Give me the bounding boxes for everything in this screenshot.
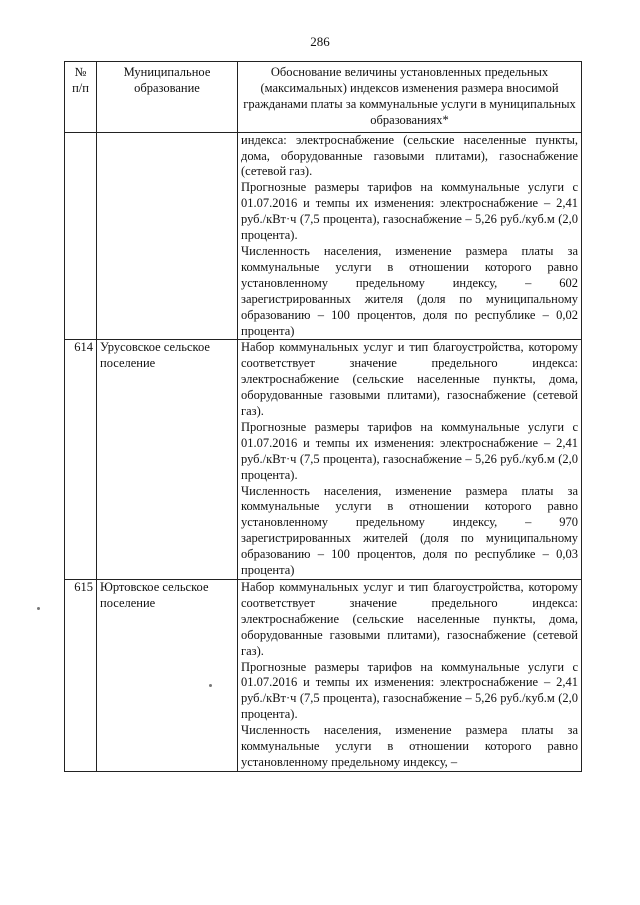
row-municipality: Юртовское сельское поселение xyxy=(97,580,238,772)
row-num: 614 xyxy=(65,340,97,580)
table-row xyxy=(65,340,582,580)
justification-paragraph: Прогнозные размеры тарифов на коммунальные услуги с 01.07.2016 и темпы их изменения: электроснабжение – 2,41 руб./кВт·ч (7,5 процента), газоснабжение – 5,26 руб./куб.м (2,0 процента). xyxy=(241,180,578,243)
page-number: 286 xyxy=(310,34,330,49)
header-num: № п/п xyxy=(65,62,97,133)
row-justification xyxy=(238,340,582,580)
header-municipality: Муниципальное образование xyxy=(97,62,238,133)
row-num: 615 xyxy=(65,580,97,772)
row-justification xyxy=(238,132,582,340)
justification-paragraph: индекса: электроснабжение (сельские населенные пункты, дома, оборудованные газовыми плитами), газоснабжение (сетевой газ). xyxy=(241,132,578,179)
header-justification: Обоснование величины установленных предельных (максимальных) индексов изменения размера вносимой гражданами платы за коммунальные услуги в муниципальных образованиях* xyxy=(238,62,582,133)
justification-paragraph: Численность населения, изменение размера платы за коммунальные услуги в отношении которого равно установленному предельному индексу, – 970 зарегистрированных жителей (доля по муниципальному образованию – 100 процентов, доля по республике – 0,03 процента) xyxy=(241,483,578,578)
tariff-table xyxy=(64,61,582,772)
scan-speck xyxy=(209,684,212,687)
row-municipality xyxy=(97,132,238,340)
row-num xyxy=(65,132,97,340)
justification-paragraph: Прогнозные размеры тарифов на коммунальные услуги с 01.07.2016 и темпы их изменения: электроснабжение – 2,41 руб./кВт·ч (7,5 процента), газоснабжение – 5,26 руб./куб.м (2,0 процента). xyxy=(241,419,578,482)
justification-paragraph: Прогнозные размеры тарифов на коммунальные услуги с 01.07.2016 и темпы их изменения: электроснабжение – 2,41 руб./кВт·ч (7,5 процента), газоснабжение – 5,26 руб./куб.м (2,0 процента). xyxy=(241,659,578,722)
justification-paragraph: Набор коммунальных услуг и тип благоустройства, которому соответствует значение предельного индекса: электроснабжение (сельские населенные пункты, дома, оборудованные газовыми плитами), газоснабжение (сетевой газ). xyxy=(241,340,578,419)
justification-paragraph: Набор коммунальных услуг и тип благоустройства, которому соответствует значение предельного индекса: электроснабжение (сельские населенные пункты, дома, оборудованные газовыми плитами), газоснабжение (сетевой газ). xyxy=(241,580,578,658)
table-row-continuation xyxy=(65,132,582,340)
table-header-row xyxy=(65,62,582,133)
justification-paragraph: Численность населения, изменение размера платы за коммунальные услуги в отношении которого равно установленному предельному индексу, – 602 зарегистрированных жителя (доля по муниципальному образованию – 100 процентов, доля по республике – 0,02 процента) xyxy=(241,243,578,338)
row-justification xyxy=(238,580,582,772)
justification-paragraph: Численность населения, изменение размера платы за коммунальные услуги в отношении которого равно установленному предельному индексу, – xyxy=(241,723,578,769)
row-municipality: Урусовское сельское поселение xyxy=(97,340,238,580)
table-row xyxy=(65,580,582,772)
scan-speck xyxy=(37,607,40,610)
